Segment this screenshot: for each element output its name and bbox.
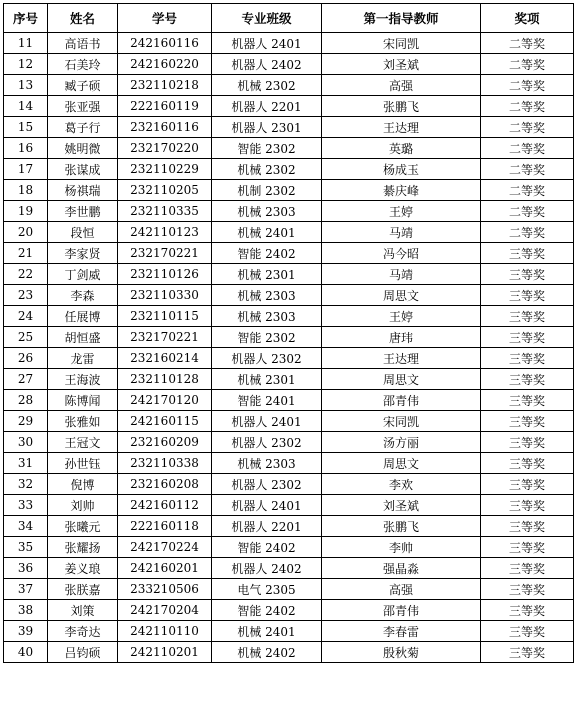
award-table-container	[3, 3, 574, 663]
table-row	[4, 285, 574, 306]
cell-index: 31	[4, 453, 48, 474]
cell-index: 28	[4, 390, 48, 411]
cell-name: 丁剑威	[48, 264, 118, 285]
cell-advisor: 刘圣斌	[322, 495, 481, 516]
cell-award: 三等奖	[481, 264, 574, 285]
cell-student-id: 242110201	[118, 642, 212, 663]
cell-index: 18	[4, 180, 48, 201]
cell-name: 杨祺瑞	[48, 180, 118, 201]
table-body	[4, 33, 574, 663]
cell-class: 机器人 2201	[212, 96, 322, 117]
cell-index: 12	[4, 54, 48, 75]
cell-advisor: 殷秋菊	[322, 642, 481, 663]
cell-award: 三等奖	[481, 621, 574, 642]
cell-student-id: 232110330	[118, 285, 212, 306]
table-row	[4, 306, 574, 327]
cell-name: 张亚强	[48, 96, 118, 117]
cell-award: 三等奖	[481, 558, 574, 579]
cell-advisor: 高强	[322, 75, 481, 96]
cell-advisor: 李帅	[322, 537, 481, 558]
cell-student-id: 232110205	[118, 180, 212, 201]
cell-award: 三等奖	[481, 411, 574, 432]
table-row	[4, 54, 574, 75]
cell-student-id: 232110126	[118, 264, 212, 285]
header-row	[4, 4, 574, 33]
cell-class: 机械 2303	[212, 201, 322, 222]
table-row	[4, 642, 574, 663]
cell-advisor: 邵青伟	[322, 600, 481, 621]
cell-award: 三等奖	[481, 306, 574, 327]
cell-advisor: 周思文	[322, 285, 481, 306]
header-advisor: 第一指导教师	[322, 4, 481, 33]
cell-class: 机器人 2401	[212, 33, 322, 54]
header-student-id: 学号	[118, 4, 212, 33]
cell-name: 倪博	[48, 474, 118, 495]
cell-name: 吕钧硕	[48, 642, 118, 663]
cell-index: 16	[4, 138, 48, 159]
cell-advisor: 马靖	[322, 264, 481, 285]
cell-index: 40	[4, 642, 48, 663]
cell-name: 李世鹏	[48, 201, 118, 222]
table-row	[4, 159, 574, 180]
cell-award: 三等奖	[481, 285, 574, 306]
cell-advisor: 汤方丽	[322, 432, 481, 453]
header-award: 奖项	[481, 4, 574, 33]
cell-award: 三等奖	[481, 432, 574, 453]
cell-advisor: 李欢	[322, 474, 481, 495]
cell-student-id: 232170221	[118, 327, 212, 348]
cell-advisor: 宋同凯	[322, 411, 481, 432]
cell-student-id: 232160116	[118, 117, 212, 138]
cell-name: 葛子行	[48, 117, 118, 138]
cell-class: 机械 2401	[212, 222, 322, 243]
table-row	[4, 33, 574, 54]
cell-student-id: 242170120	[118, 390, 212, 411]
cell-index: 32	[4, 474, 48, 495]
cell-index: 33	[4, 495, 48, 516]
cell-advisor: 王达理	[322, 348, 481, 369]
award-table	[3, 3, 574, 663]
cell-advisor: 英璐	[322, 138, 481, 159]
cell-student-id: 222160119	[118, 96, 212, 117]
cell-award: 三等奖	[481, 243, 574, 264]
table-row	[4, 537, 574, 558]
cell-index: 15	[4, 117, 48, 138]
cell-class: 机器人 2302	[212, 432, 322, 453]
cell-advisor: 高强	[322, 579, 481, 600]
table-row	[4, 432, 574, 453]
cell-award: 二等奖	[481, 54, 574, 75]
cell-award: 二等奖	[481, 33, 574, 54]
cell-index: 13	[4, 75, 48, 96]
cell-student-id: 232110229	[118, 159, 212, 180]
cell-advisor: 王婷	[322, 306, 481, 327]
cell-student-id: 232170220	[118, 138, 212, 159]
cell-student-id: 242160116	[118, 33, 212, 54]
table-row	[4, 621, 574, 642]
header-index: 序号	[4, 4, 48, 33]
cell-class: 机械 2301	[212, 369, 322, 390]
cell-student-id: 233210506	[118, 579, 212, 600]
cell-name: 任展博	[48, 306, 118, 327]
cell-class: 机械 2301	[212, 264, 322, 285]
cell-student-id: 232160208	[118, 474, 212, 495]
cell-award: 三等奖	[481, 390, 574, 411]
cell-class: 机械 2401	[212, 621, 322, 642]
cell-award: 三等奖	[481, 327, 574, 348]
table-row	[4, 600, 574, 621]
cell-student-id: 242110123	[118, 222, 212, 243]
cell-advisor: 王达理	[322, 117, 481, 138]
table-row	[4, 222, 574, 243]
cell-advisor: 张鹏飞	[322, 516, 481, 537]
cell-name: 姚明微	[48, 138, 118, 159]
cell-advisor: 周思文	[322, 453, 481, 474]
cell-award: 二等奖	[481, 222, 574, 243]
cell-award: 三等奖	[481, 495, 574, 516]
cell-class: 机械 2302	[212, 159, 322, 180]
cell-student-id: 232160209	[118, 432, 212, 453]
table-row	[4, 390, 574, 411]
cell-award: 三等奖	[481, 474, 574, 495]
table-row	[4, 474, 574, 495]
cell-award: 二等奖	[481, 75, 574, 96]
cell-class: 电气 2305	[212, 579, 322, 600]
table-row	[4, 264, 574, 285]
cell-class: 机械 2303	[212, 453, 322, 474]
cell-class: 机器人 2401	[212, 495, 322, 516]
cell-student-id: 222160118	[118, 516, 212, 537]
cell-class: 智能 2401	[212, 390, 322, 411]
cell-advisor: 周思文	[322, 369, 481, 390]
cell-name: 张耀扬	[48, 537, 118, 558]
cell-student-id: 242160112	[118, 495, 212, 516]
cell-name: 王冠文	[48, 432, 118, 453]
table-row	[4, 558, 574, 579]
cell-name: 龙雷	[48, 348, 118, 369]
cell-class: 机器人 2401	[212, 411, 322, 432]
table-row	[4, 411, 574, 432]
cell-student-id: 242110110	[118, 621, 212, 642]
cell-class: 机制 2302	[212, 180, 322, 201]
cell-award: 三等奖	[481, 600, 574, 621]
cell-index: 34	[4, 516, 48, 537]
header-name: 姓名	[48, 4, 118, 33]
table-row	[4, 327, 574, 348]
cell-class: 机器人 2302	[212, 348, 322, 369]
cell-student-id: 232110128	[118, 369, 212, 390]
cell-class: 机械 2402	[212, 642, 322, 663]
cell-index: 35	[4, 537, 48, 558]
cell-class: 机器人 2402	[212, 558, 322, 579]
cell-index: 17	[4, 159, 48, 180]
table-row	[4, 348, 574, 369]
cell-index: 27	[4, 369, 48, 390]
cell-index: 21	[4, 243, 48, 264]
table-row	[4, 75, 574, 96]
cell-award: 三等奖	[481, 348, 574, 369]
cell-advisor: 李春雷	[322, 621, 481, 642]
cell-student-id: 232160214	[118, 348, 212, 369]
cell-award: 三等奖	[481, 642, 574, 663]
cell-name: 孙世钰	[48, 453, 118, 474]
cell-index: 30	[4, 432, 48, 453]
table-row	[4, 96, 574, 117]
cell-name: 高语书	[48, 33, 118, 54]
cell-award: 三等奖	[481, 453, 574, 474]
table-row	[4, 243, 574, 264]
cell-name: 李家贤	[48, 243, 118, 264]
cell-advisor: 马靖	[322, 222, 481, 243]
cell-advisor: 綦庆峰	[322, 180, 481, 201]
cell-award: 三等奖	[481, 537, 574, 558]
cell-name: 张谋成	[48, 159, 118, 180]
cell-name: 张雅如	[48, 411, 118, 432]
cell-name: 臧子硕	[48, 75, 118, 96]
cell-name: 张朕嘉	[48, 579, 118, 600]
cell-index: 29	[4, 411, 48, 432]
cell-student-id: 242160220	[118, 54, 212, 75]
cell-class: 机械 2303	[212, 285, 322, 306]
table-row	[4, 579, 574, 600]
cell-index: 23	[4, 285, 48, 306]
cell-student-id: 232110338	[118, 453, 212, 474]
cell-name: 李森	[48, 285, 118, 306]
table-row	[4, 138, 574, 159]
cell-student-id: 232110335	[118, 201, 212, 222]
cell-advisor: 强晶淼	[322, 558, 481, 579]
cell-advisor: 张鹏飞	[322, 96, 481, 117]
cell-class: 机器人 2201	[212, 516, 322, 537]
cell-name: 胡恒盛	[48, 327, 118, 348]
cell-advisor: 邵青伟	[322, 390, 481, 411]
cell-index: 37	[4, 579, 48, 600]
cell-advisor: 宋同凯	[322, 33, 481, 54]
cell-student-id: 242160115	[118, 411, 212, 432]
cell-student-id: 232110115	[118, 306, 212, 327]
cell-name: 张曦元	[48, 516, 118, 537]
cell-name: 刘策	[48, 600, 118, 621]
cell-class: 机器人 2302	[212, 474, 322, 495]
header-class: 专业班级	[212, 4, 322, 33]
cell-award: 三等奖	[481, 516, 574, 537]
cell-class: 智能 2302	[212, 327, 322, 348]
cell-award: 二等奖	[481, 96, 574, 117]
table-header	[4, 4, 574, 33]
cell-advisor: 杨成玉	[322, 159, 481, 180]
table-row	[4, 201, 574, 222]
cell-index: 20	[4, 222, 48, 243]
cell-award: 二等奖	[481, 138, 574, 159]
cell-advisor: 冯今昭	[322, 243, 481, 264]
cell-student-id: 242160201	[118, 558, 212, 579]
cell-award: 二等奖	[481, 117, 574, 138]
cell-student-id: 242170224	[118, 537, 212, 558]
cell-name: 姜义琅	[48, 558, 118, 579]
cell-name: 石美玲	[48, 54, 118, 75]
cell-class: 机器人 2301	[212, 117, 322, 138]
cell-class: 智能 2402	[212, 600, 322, 621]
cell-student-id: 232170221	[118, 243, 212, 264]
cell-index: 25	[4, 327, 48, 348]
cell-index: 19	[4, 201, 48, 222]
cell-advisor: 刘圣斌	[322, 54, 481, 75]
cell-index: 14	[4, 96, 48, 117]
cell-student-id: 242170204	[118, 600, 212, 621]
cell-index: 39	[4, 621, 48, 642]
table-row	[4, 369, 574, 390]
cell-advisor: 王婷	[322, 201, 481, 222]
cell-name: 陈博闻	[48, 390, 118, 411]
cell-student-id: 232110218	[118, 75, 212, 96]
cell-name: 李奇达	[48, 621, 118, 642]
table-row	[4, 453, 574, 474]
cell-index: 36	[4, 558, 48, 579]
cell-class: 机械 2302	[212, 75, 322, 96]
cell-award: 二等奖	[481, 180, 574, 201]
cell-class: 智能 2402	[212, 243, 322, 264]
cell-index: 26	[4, 348, 48, 369]
cell-index: 11	[4, 33, 48, 54]
cell-advisor: 唐玮	[322, 327, 481, 348]
cell-award: 三等奖	[481, 369, 574, 390]
cell-index: 24	[4, 306, 48, 327]
cell-award: 二等奖	[481, 159, 574, 180]
cell-class: 智能 2402	[212, 537, 322, 558]
table-row	[4, 495, 574, 516]
cell-name: 刘帅	[48, 495, 118, 516]
cell-name: 王海波	[48, 369, 118, 390]
cell-award: 二等奖	[481, 201, 574, 222]
table-row	[4, 516, 574, 537]
cell-class: 机器人 2402	[212, 54, 322, 75]
table-row	[4, 180, 574, 201]
cell-class: 机械 2303	[212, 306, 322, 327]
cell-award: 三等奖	[481, 579, 574, 600]
cell-index: 38	[4, 600, 48, 621]
table-row	[4, 117, 574, 138]
cell-index: 22	[4, 264, 48, 285]
cell-name: 段恒	[48, 222, 118, 243]
cell-class: 智能 2302	[212, 138, 322, 159]
